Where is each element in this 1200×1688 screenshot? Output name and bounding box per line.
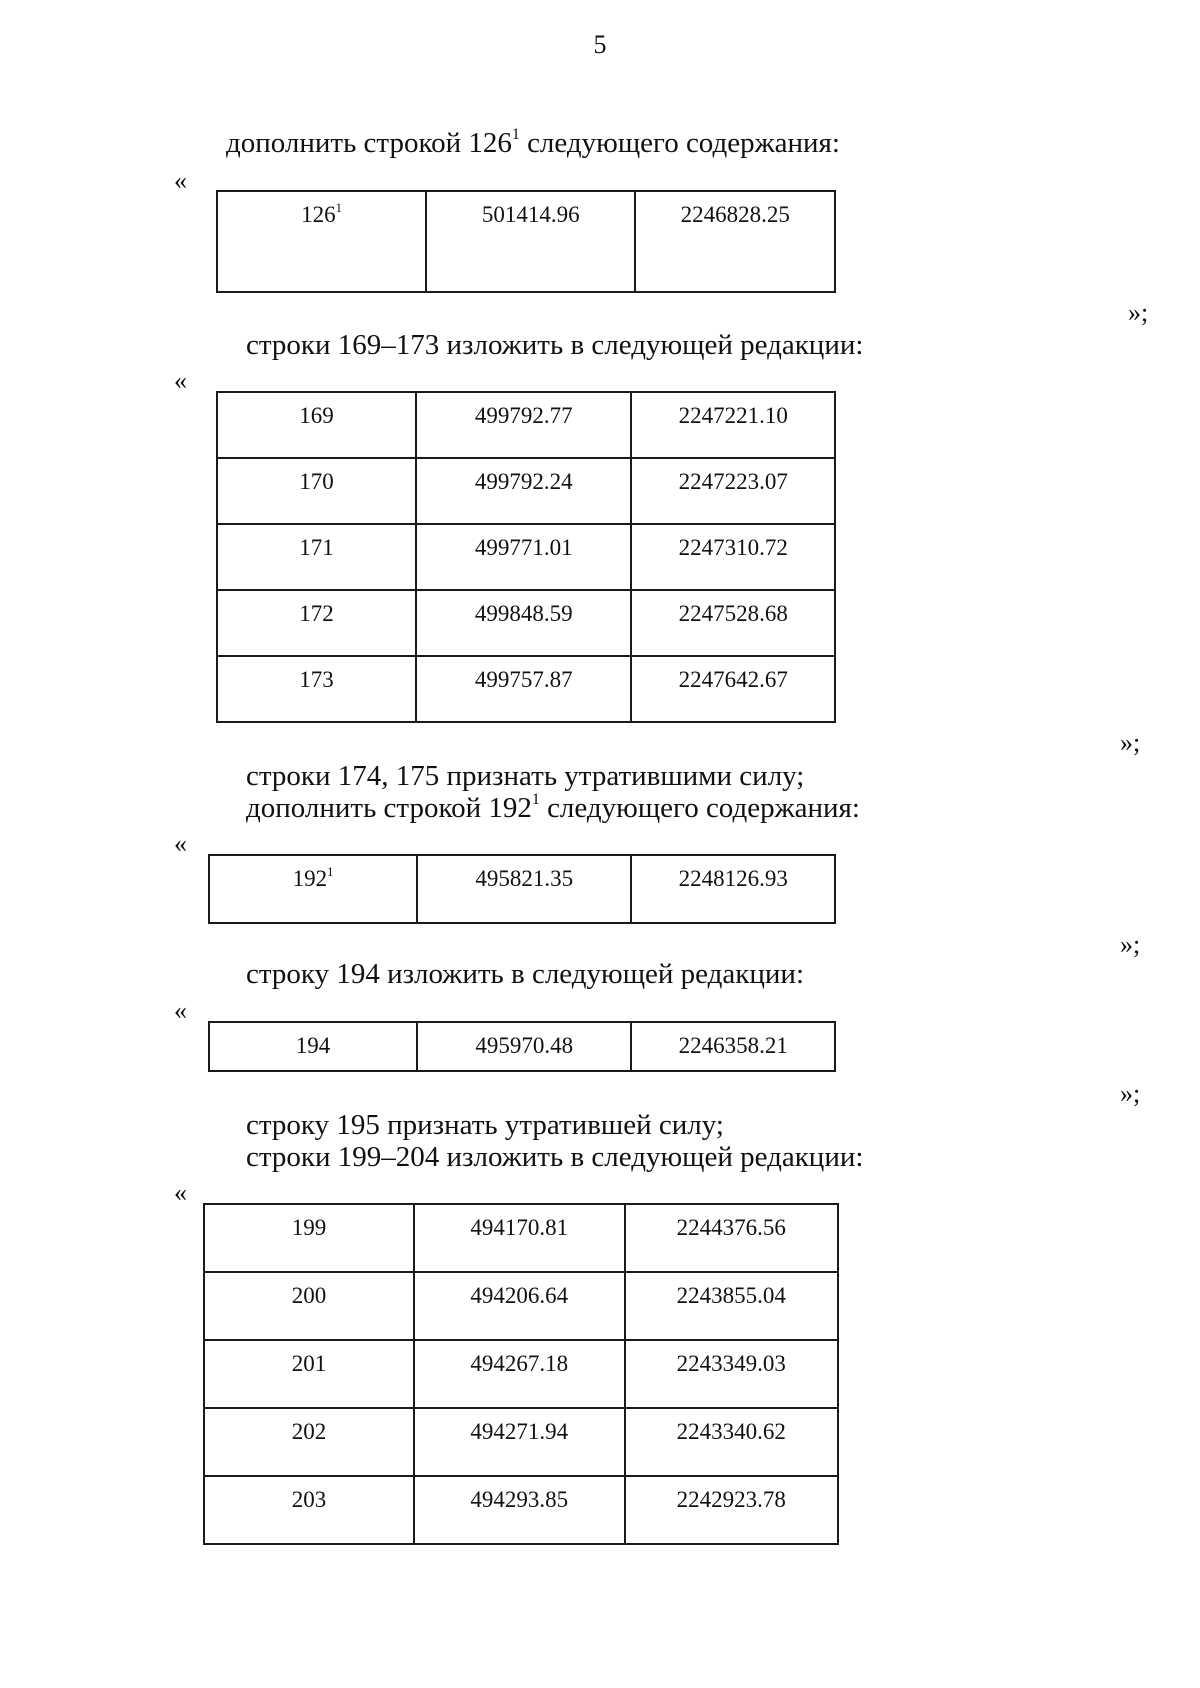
x-coordinate-cell: 499792.77: [416, 392, 631, 458]
open-quote: «: [174, 366, 187, 395]
x-coordinate-cell: 494293.85: [414, 1476, 624, 1544]
y-coordinate-cell: 2247528.68: [631, 590, 835, 656]
x-coordinate-cell: 495821.35: [417, 855, 631, 923]
point-number-cell: 170: [217, 458, 416, 524]
x-coordinate-cell: 499771.01: [416, 524, 631, 590]
coordinates-table: [208, 854, 836, 924]
table-row: [204, 1204, 838, 1272]
intro-line: строку 194 изложить в следующей редакции:: [246, 958, 804, 990]
coordinates-table: [208, 1021, 836, 1072]
point-number-cell: $126^1$: [217, 191, 426, 292]
y-coordinate-cell: 2246828.25: [635, 191, 835, 292]
coordinates-table: [203, 1203, 839, 1545]
point-number-cell: 202: [204, 1408, 414, 1476]
open-quote: «: [174, 996, 187, 1025]
y-coordinate-cell: 2246358.21: [631, 1022, 835, 1071]
y-coordinate-cell: 2248126.93: [631, 855, 835, 923]
table-row: [217, 191, 835, 292]
point-number-cell: 171: [217, 524, 416, 590]
point-number-cell: 200: [204, 1272, 414, 1340]
x-coordinate-cell: 499757.87: [416, 656, 631, 722]
table-row: [217, 392, 835, 458]
table-row: [217, 656, 835, 722]
x-coordinate-cell: 494267.18: [414, 1340, 624, 1408]
x-coordinate-cell: 494206.64: [414, 1272, 624, 1340]
y-coordinate-cell: 2243340.62: [625, 1408, 838, 1476]
point-number-cell: 172: [217, 590, 416, 656]
point-number-cell: 201: [204, 1340, 414, 1408]
coordinates-table: [216, 190, 836, 293]
intro-line: дополнить строкой $192^1$ следующего содержания:: [246, 791, 860, 824]
x-coordinate-cell: 494271.94: [414, 1408, 624, 1476]
intro-line: дополнить строкой $126^1$ следующего содержания:: [226, 126, 840, 159]
table-row: [204, 1476, 838, 1544]
intro-line: строки 174, 175 признать утратившими силу;: [246, 760, 805, 792]
y-coordinate-cell: 2242923.78: [625, 1476, 838, 1544]
y-coordinate-cell: 2247223.07: [631, 458, 835, 524]
y-coordinate-cell: 2247221.10: [631, 392, 835, 458]
point-number-cell: $192^1$: [209, 855, 417, 923]
y-coordinate-cell: 2244376.56: [625, 1204, 838, 1272]
close-quote: »;: [1120, 1079, 1141, 1108]
point-number-cell: 169: [217, 392, 416, 458]
close-quote: »;: [1120, 728, 1141, 757]
table-row: [204, 1408, 838, 1476]
coordinates-table: [216, 391, 836, 723]
intro-line: строки 169–173 изложить в следующей редакции:: [246, 329, 864, 361]
point-number-cell: 203: [204, 1476, 414, 1544]
point-number-cell: 173: [217, 656, 416, 722]
table-row: [217, 458, 835, 524]
open-quote: «: [174, 166, 187, 195]
y-coordinate-cell: 2247642.67: [631, 656, 835, 722]
table-row: [217, 590, 835, 656]
point-number-cell: 194: [209, 1022, 417, 1071]
table-row: [204, 1272, 838, 1340]
x-coordinate-cell: 501414.96: [426, 191, 635, 292]
open-quote: «: [174, 1178, 187, 1207]
close-quote: »;: [1128, 298, 1149, 327]
table-row: [209, 855, 835, 923]
page-number: 5: [593, 30, 607, 59]
open-quote: «: [174, 829, 187, 858]
y-coordinate-cell: 2247310.72: [631, 524, 835, 590]
x-coordinate-cell: 494170.81: [414, 1204, 624, 1272]
x-coordinate-cell: 499792.24: [416, 458, 631, 524]
table-row: [217, 524, 835, 590]
intro-line: строку 195 признать утратившей силу;: [246, 1109, 724, 1141]
table-row: [204, 1340, 838, 1408]
x-coordinate-cell: 499848.59: [416, 590, 631, 656]
x-coordinate-cell: 495970.48: [417, 1022, 631, 1071]
intro-line: строки 199–204 изложить в следующей редакции:: [246, 1141, 864, 1173]
close-quote: »;: [1120, 930, 1141, 959]
y-coordinate-cell: 2243855.04: [625, 1272, 838, 1340]
table-row: [209, 1022, 835, 1071]
y-coordinate-cell: 2243349.03: [625, 1340, 838, 1408]
point-number-cell: 199: [204, 1204, 414, 1272]
